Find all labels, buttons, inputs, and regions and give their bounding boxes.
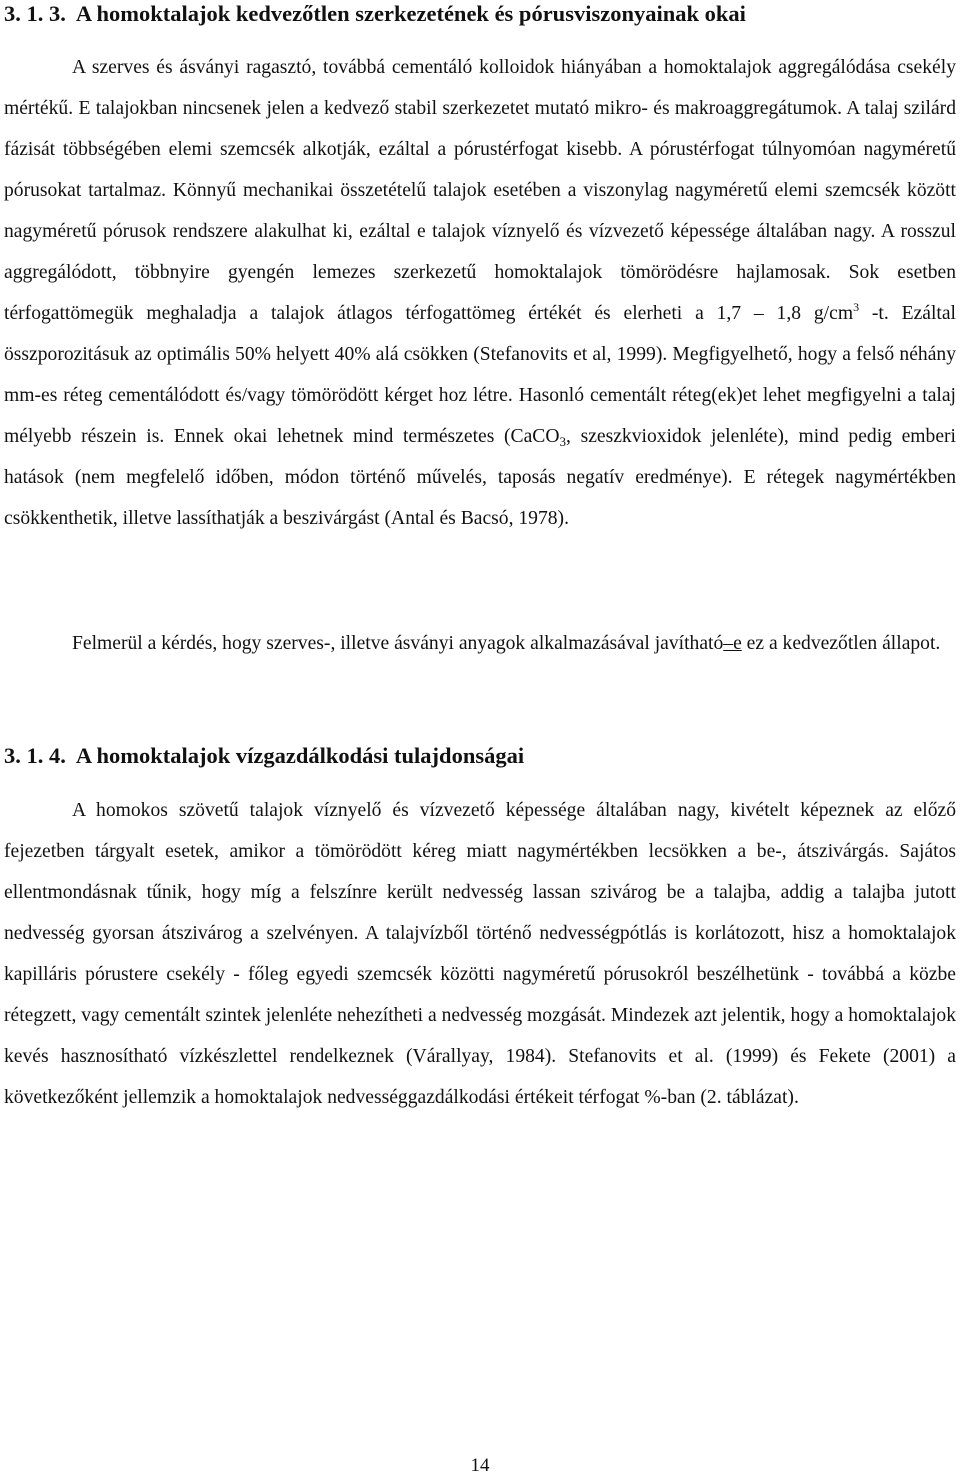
section-title: A homoktalajok kedvezőtlen szerkezetének és pórusviszonyainak okai — [75, 1, 746, 26]
paragraph-text: A homokos szövetű talajok víznyelő és vízvezető képessége általában nagy, kivételt képeznek az előző fejezetben tárgyalt esetek, amikor a tömörödött kéreg miatt nagymértékben lecsökken a be-, átszivárgás. Sajátos ellentmondásnak tűnik, hogy míg a felszínre került nedvesség lassan szivárog be a talajba, addig a talajba jutott nedvesség gyorsan átszivárog a szelvényen. A talajvízből történő nedvességpótlás is korlátozott, hisz a homoktalajok kapilláris pórustere csekély - főleg egyedi szemcsék közötti nagyméretű pórusokról beszélhetünk - továbbá a közbe rétegzett, vagy cementált szintek jelenléte nehezítheti a nedvesség mozgását. Mindezek azt jelentik, hogy a homoktalajok kevés hasznosítható vízkészlettel rendelkeznek (Várallyay, 1984). Stefanovits et al. (1999) és Fekete (2001) a következőként jellemzik a homoktalajok nedvességgazdálkodási értékeit térfogat %-ban (2. táblázat). — [4, 800, 956, 1108]
section-number: 3. 1. 4. — [4, 743, 66, 768]
paragraph-text: ez a kedvezőtlen állapot. — [741, 633, 941, 654]
paragraph-text: A szerves és ásványi ragasztó, továbbá cementáló kolloidok hiányában a homoktalajok aggregálódása csekély mértékű. E talajokban nincsenek jelen a kedvező stabil szerkezetet mutató mikro- és makroaggregátumok. A talaj szilárd fázisát többségében elemi szemcsék alkotják, ezáltal a pórustérfogat kisebb. A pórustérfogat túlnyomóan nagyméretű pórusokat tartalmaz. Könnyű mechanikai összetételű talajok esetében a viszonylag nagyméretű elemi szemcsék között nagyméretű pórusok rendszere alakulhat ki, ezáltal e talajok víznyelő és vízvezető képessége általában nagy. A rosszul aggregálódott, többnyire gyengén lemezes szerkezetű homoktalajok tömörödésre hajlamosak. Sok esetben térfogattömegük meghaladja a talajok átlagos térfogattömeg értékét és elerheti a 1,7 – 1,8 g/cm — [4, 57, 956, 324]
paragraph-text: Felmerül a kérdés, hogy szerves-, illetve ásványi anyagok alkalmazásával javítható — [72, 633, 724, 654]
underlined-text: –e — [723, 633, 742, 654]
paragraph-question — [4, 623, 956, 664]
subscript: 3 — [559, 434, 567, 449]
paragraph-text: , szeszkvioxidok jelenléte), mind pedig emberi hatások (nem megfelelő időben, módon történő művelés, taposás negatív eredménye). E rétegek nagymértékben csökkenthetik, illetve lassíthatják a beszivárgást (Antal és Bacsó, 1978). — [4, 426, 957, 529]
page-number: 14 — [470, 1455, 490, 1476]
paragraph-text: -t. Ezáltal összporozitásuk az optimális 50% helyett 40% alá csökken (Stefanovits et al, 1999). Megfigyelhető, hogy a felső néhány mm-es réteg cementálódott és/vagy tömörödött kérget hoz létre. Hasonló cementált réteg(ek)et lehet megfigyelni a talaj mélyebb részein is. Ennek okai lehetnek mind természetes (CaCO — [4, 303, 956, 447]
section-heading-3-1-3 — [4, 0, 746, 28]
paragraph-water-management — [4, 790, 956, 1118]
superscript: 3 — [853, 300, 860, 314]
paragraph-soil-structure — [4, 47, 956, 539]
section-number: 3. 1. 3. — [4, 1, 66, 26]
section-title: A homoktalajok vízgazdálkodási tulajdonságai — [75, 743, 525, 768]
section-heading-3-1-4 — [4, 742, 524, 770]
